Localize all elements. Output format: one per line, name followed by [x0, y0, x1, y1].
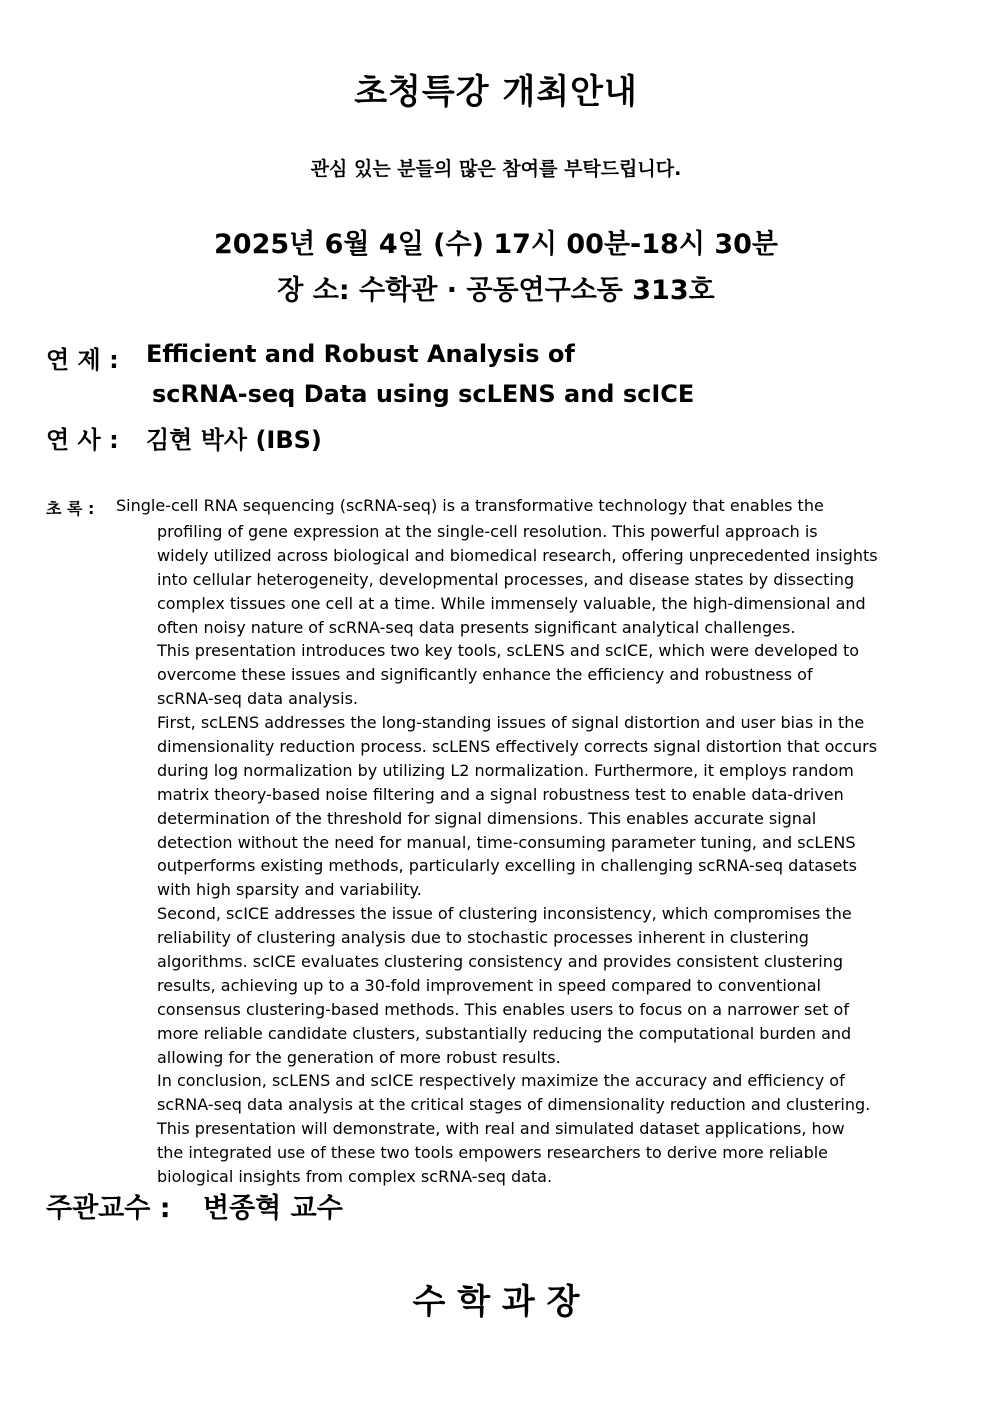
abstract-line: complex tissues one cell at a time. While immensely valuable, the high-dimensional and	[157, 593, 866, 613]
abstract-line: with high sparsity and variability.	[157, 880, 422, 900]
topic-title-line1: Efficient and Robust Analysis of	[146, 340, 575, 368]
host-label: 주관교수 :	[46, 1193, 171, 1224]
abstract-line: This presentation introduces two key tools, scLENS and scICE, which were developed to	[157, 641, 859, 661]
topic-label: 연 제 :	[46, 346, 119, 374]
topic-title-line2: scRNA-seq Data using scLENS and scICE	[152, 380, 695, 408]
abstract-line: overcome these issues and significantly enhance the efficiency and robustness of	[157, 665, 813, 685]
abstract-line: matrix theory-based noise filtering and a signal robustness test to enable data-driven	[157, 784, 844, 804]
abstract-line: detection without the need for manual, time-consuming parameter tuning, and scLENS	[157, 832, 856, 852]
abstract-line: In conclusion, scLENS and scICE respectively maximize the accuracy and efficiency of	[157, 1071, 845, 1091]
event-datetime: 2025년 6월 4일 (수) 17시 00분-18시 30분	[214, 229, 778, 260]
abstract-line: First, scLENS addresses the long-standing issues of signal distortion and user bias in the	[157, 713, 865, 733]
abstract-line: dimensionality reduction process. scLENS effectively corrects signal distortion that occurs	[157, 737, 878, 757]
abstract-line: consensus clustering-based methods. This enables users to focus on a narrower set of	[157, 999, 849, 1019]
host-professor: 변종혁 교수	[203, 1193, 343, 1224]
abstract-line: into cellular heterogeneity, developmental processes, and disease states by dissecting	[157, 569, 855, 589]
speaker-label: 연 사 :	[46, 426, 119, 454]
abstract-line: allowing for the generation of more robust results.	[157, 1047, 561, 1067]
signature: 수 학 과 장	[412, 1282, 580, 1322]
abstract-line: results, achieving up to a 30-fold improvement in speed compared to conventional	[157, 975, 821, 995]
subtitle: 관심 있는 분들의 많은 참여를 부탁드립니다.	[310, 158, 682, 180]
abstract-line: profiling of gene expression at the single-cell resolution. This powerful approach is	[157, 522, 818, 541]
speaker-name: 김현 박사 (IBS)	[146, 426, 322, 454]
abstract-line: widely utilized across biological and biomedical research, offering unprecedented insights	[157, 545, 878, 565]
abstract-line: Second, scICE addresses the issue of clustering inconsistency, which compromises the	[157, 904, 852, 924]
abstract-line: determination of the threshold for signal dimensions. This enables accurate signal	[157, 808, 817, 828]
page-title: 초청특강 개최안내	[354, 72, 638, 112]
abstract-line: scRNA-seq data analysis.	[157, 689, 358, 709]
abstract-line: biological insights from complex scRNA-seq data.	[157, 1167, 553, 1187]
abstract-first-line: Single-cell RNA sequencing (scRNA-seq) is a transformative technology that enables the	[116, 496, 824, 515]
abstract-label: 초 록 :	[46, 499, 95, 518]
abstract-line: the integrated use of these two tools empowers researchers to derive more reliable	[157, 1143, 829, 1163]
abstract-line: outperforms existing methods, particularly excelling in challenging scRNA-seq datasets	[157, 856, 857, 876]
abstract-line: reliability of clustering analysis due to stochastic processes inherent in clustering	[157, 928, 809, 948]
abstract-line: more reliable candidate clusters, substantially reducing the computational burden and	[157, 1023, 852, 1043]
abstract-body	[157, 520, 878, 1189]
abstract-line: during log normalization by utilizing L2 normalization. Furthermore, it employs random	[157, 760, 854, 780]
abstract-line: algorithms. scICE evaluates clustering consistency and provides consistent clustering	[157, 952, 843, 972]
abstract-line: often noisy nature of scRNA-seq data presents significant analytical challenges.	[157, 617, 796, 637]
event-venue: 장 소: 수학관 · 공동연구소동 313호	[277, 275, 715, 306]
abstract-line: scRNA-seq data analysis at the critical stages of dimensionality reduction and clustering.	[157, 1095, 871, 1115]
abstract-line: This presentation will demonstrate, with real and simulated dataset applications, how	[157, 1119, 845, 1139]
